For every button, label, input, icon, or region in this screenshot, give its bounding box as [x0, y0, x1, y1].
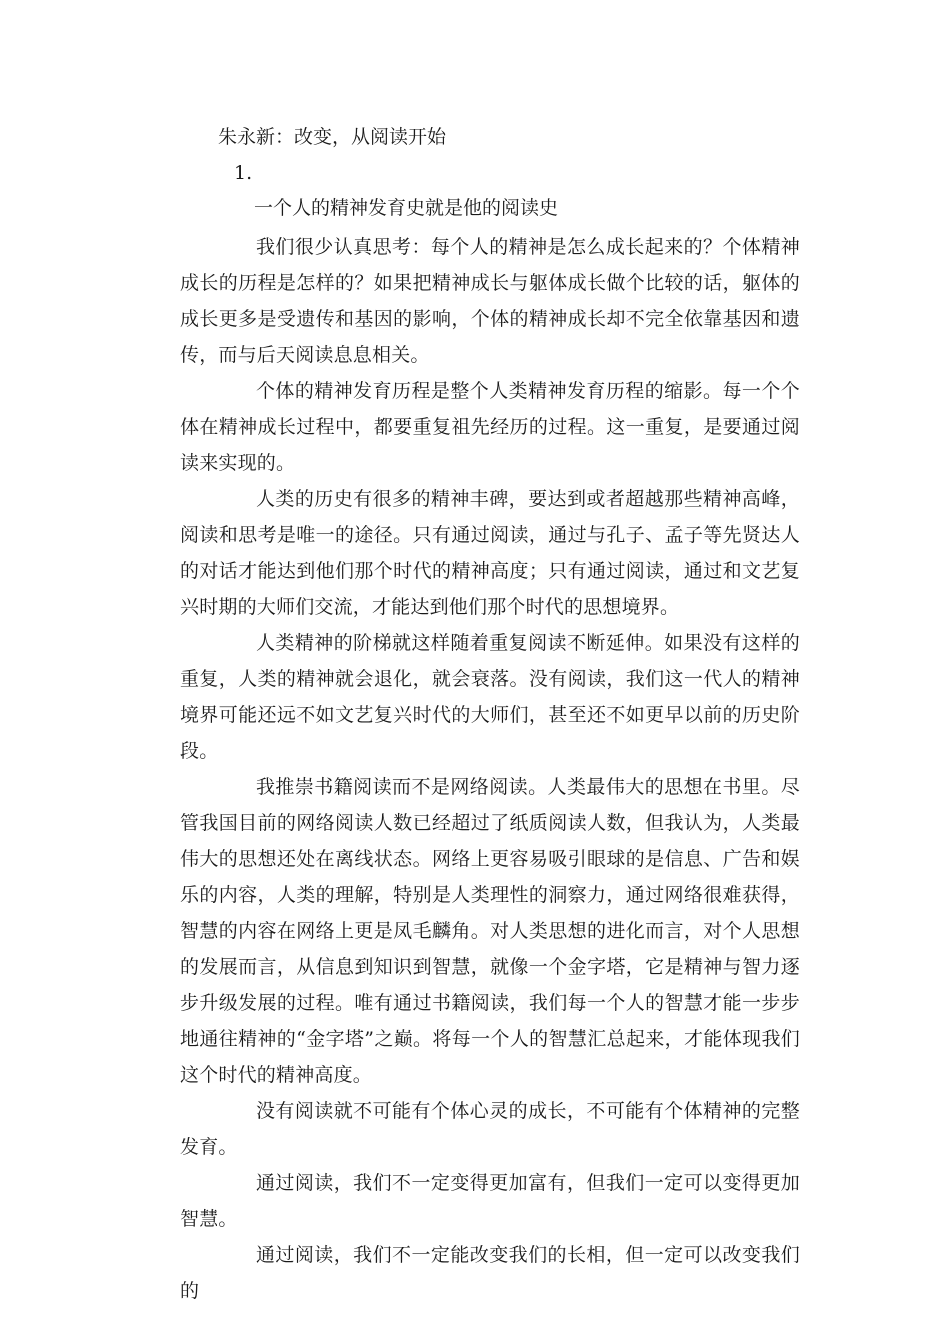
- paragraph: 没有阅读就不可能有个体心灵的成长，不可能有个体精神的完整发育。: [180, 1100, 800, 1158]
- list-number: 1.: [234, 162, 253, 184]
- paragraph: 我推崇书籍阅读而不是网络阅读。人类最伟大的思想在书里。尽管我国目前的网络阅读人数已经超过了纸质阅读人数，但我认为，人类最伟大的思想还处在离线状态。网络上更容易吸引眼球的是信息、广告和娱乐的内容，人类的理解，特别是人类理性的洞察力，通过网络很难获得，智慧的内容在网络上更是凤毛麟角。对人类思想的进化而言，对个人思想的发展而言，从信息到知识到智慧，就像一个金字塔，它是精神与智力逐步升级发展的过程。唯有通过书籍阅读，我们每一个人的智慧才能一步步地通往精神的“金字塔”之巅。将每一个人的智慧汇总起来，才能体现我们这个时代的精神高度。: [180, 776, 800, 1086]
- paragraph: 个体的精神发育历程是整个人类精神发育历程的缩影。每一个个体在精神成长过程中，都要重复祖先经历的过程。这一重复，是要通过阅读来实现的。: [180, 380, 800, 474]
- document-title: 朱永新：改变，从阅读开始: [218, 126, 447, 148]
- paragraph: 通过阅读，我们不一定变得更加富有，但我们一定可以变得更加智慧。: [180, 1172, 800, 1230]
- section-heading: 一个人的精神发育史就是他的阅读史: [254, 197, 559, 219]
- paragraph: 人类精神的阶梯就这样随着重复阅读不断延伸。如果没有这样的重复，人类的精神就会退化，就会衰落。没有阅读，我们这一代人的精神境界可能还远不如文艺复兴时代的大师们，甚至还不如更早以前的历史阶段。: [180, 632, 800, 762]
- paragraph: 通过阅读，我们不一定能改变我们的长相，但一定可以改变我们的: [180, 1244, 800, 1302]
- paragraph: 我们很少认真思考：每个人的精神是怎么成长起来的？个体精神成长的历程是怎样的？如果把精神成长与躯体成长做个比较的话，躯体的成长更多是受遗传和基因的影响，个体的精神成长却不完全依靠基因和遗传，而与后天阅读息息相关。: [180, 236, 800, 366]
- document-body: [180, 229, 800, 1309]
- paragraph: 人类的历史有很多的精神丰碑，要达到或者超越那些精神高峰，阅读和思考是唯一的途径。只有通过阅读，通过与孔子、孟子等先贤达人的对话才能达到他们那个时代的精神高度；只有通过阅读，通过和文艺复兴时期的大师们交流，才能达到他们那个时代的思想境界。: [180, 488, 800, 618]
